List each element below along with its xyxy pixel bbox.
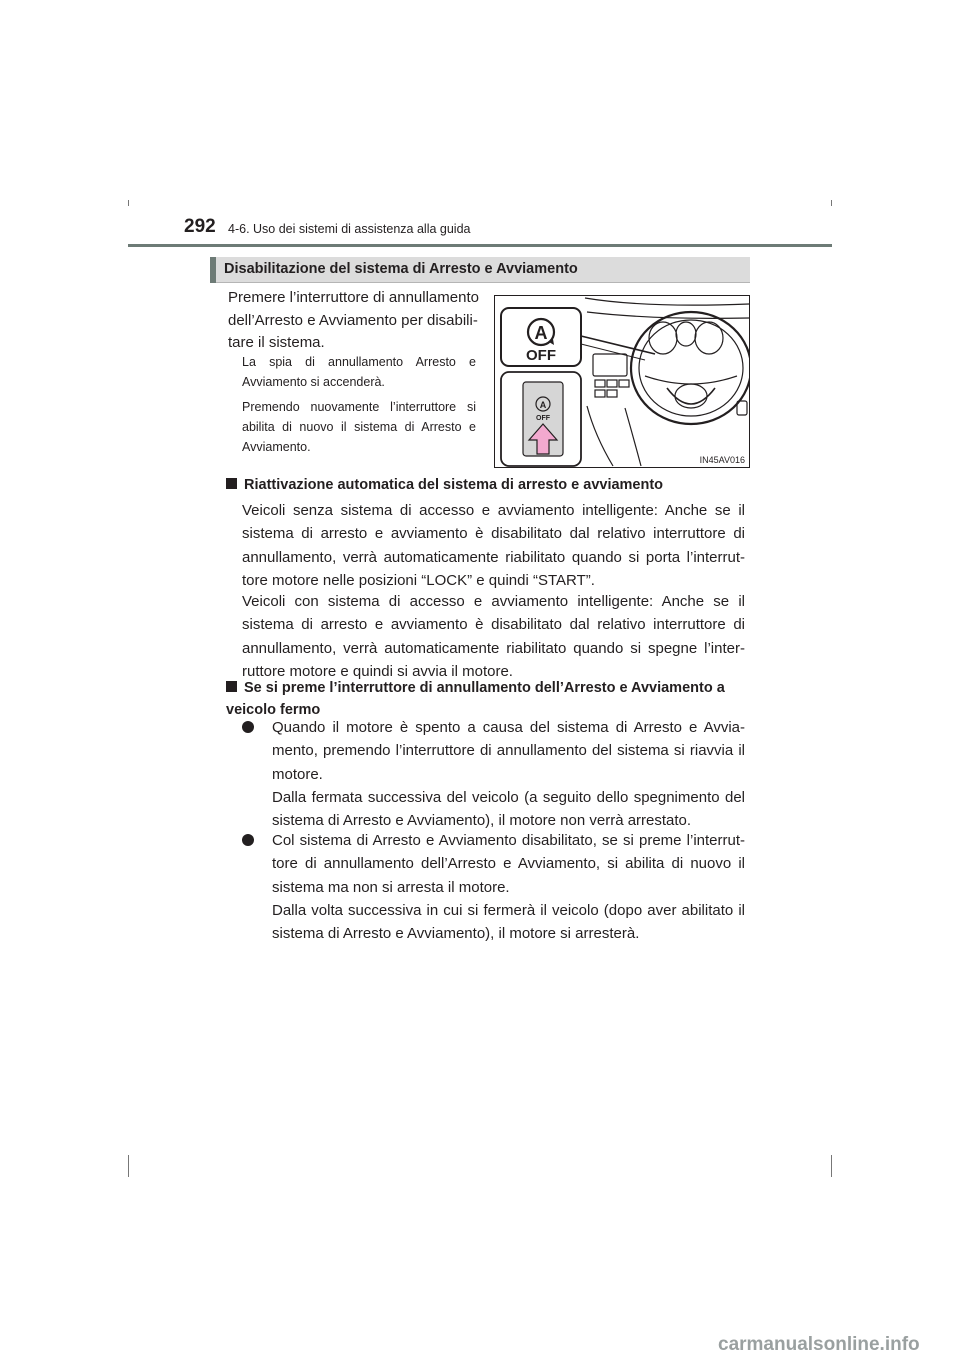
bullet-1-text2: Dalla fermata successiva del veicolo (a seguito dello spegnimento del sistema di Arresto e Avviamento), il motore non verrà arrestato. — [272, 788, 745, 830]
bullet-item-1 — [242, 716, 745, 832]
svg-text:A: A — [539, 400, 547, 410]
heading-accent-bar — [210, 257, 216, 283]
crop-mark — [128, 1155, 129, 1177]
square-bullet-icon — [226, 681, 237, 692]
watermark: carmanualsonline.info — [718, 1334, 920, 1355]
intro-text: Premere l’interruttore di annullamento dell’Arresto e Avviamento per disabili-tare il sistema. — [228, 289, 479, 351]
square-bullet-icon — [226, 478, 237, 489]
bullet-dot-icon — [242, 834, 254, 846]
bullet-2-text: Col sistema di Arresto e Avviamento disabilitato, se si preme l’interrut-tore di annullamento dell’Arresto e Avviamento, si abilita di nuovo il sistema ma non si arresta il motore. — [272, 832, 745, 896]
bullet-dot-icon — [242, 721, 254, 733]
crop-mark — [128, 200, 129, 206]
subsection-heading-1: Riattivazione automatica del sistema di arresto e avviamento — [226, 474, 746, 496]
figure-code: IN45AV016 — [699, 455, 745, 465]
svg-text:A: A — [534, 323, 548, 343]
bullet-item-2 — [242, 829, 745, 945]
svg-text:OFF: OFF — [536, 415, 550, 422]
paragraph-1: Veicoli senza sistema di accesso e avviamento intelligente: Anche se il sistema di arresto e avviamento è disabilitato dal relativo interruttore di annullamento, verrà automaticamente riabilitato quando si porta l’interrut-tore motore nelle posizioni “LOCK” e quindi “START”. — [242, 502, 745, 589]
bullet-1-text: Quando il motore è spento a causa del sistema di Arresto e Avvia-mento, premendo l’interruttore di annullamento del sistema si riavvia il motore. — [272, 719, 745, 783]
subsection-heading-2: Se si preme l’interruttore di annullamento dell’Arresto e Avviamento a veicolo fermo — [226, 680, 725, 718]
dashboard-illustration — [494, 295, 750, 468]
bullet-2-text2: Dalla volta successiva in cui si fermerà il veicolo (dopo aver abilitato il sistema di Arresto e Avviamento), il motore si arresterà. — [272, 901, 745, 943]
note-1: La spia di annullamento Arresto e Avviamento si accenderà. — [242, 355, 476, 389]
svg-text:OFF: OFF — [526, 347, 556, 364]
page-number: 292 — [184, 216, 216, 237]
dashboard-drawing — [495, 296, 750, 468]
section-heading — [210, 257, 750, 283]
header-rule — [128, 244, 832, 247]
crop-mark — [831, 200, 832, 206]
paragraph-2: Veicoli con sistema di accesso e avviamento intelligente: Anche se il sistema di arresto e avviamento è disabilitato dal relativo interruttore di annullamento, verrà automaticamente riabilitato quando si spegne l’inter-ruttore motore e quindi si avvia il motore. — [242, 593, 745, 680]
crop-mark — [831, 1155, 832, 1177]
section-title: Disabilitazione del sistema di Arresto e Avviamento — [224, 261, 578, 277]
chapter-title: 4-6. Uso dei sistemi di assistenza alla guida — [228, 222, 471, 236]
note-2: Premendo nuovamente l’interruttore si abilita di nuovo il sistema di Arresto e Avviamento. — [242, 400, 476, 454]
